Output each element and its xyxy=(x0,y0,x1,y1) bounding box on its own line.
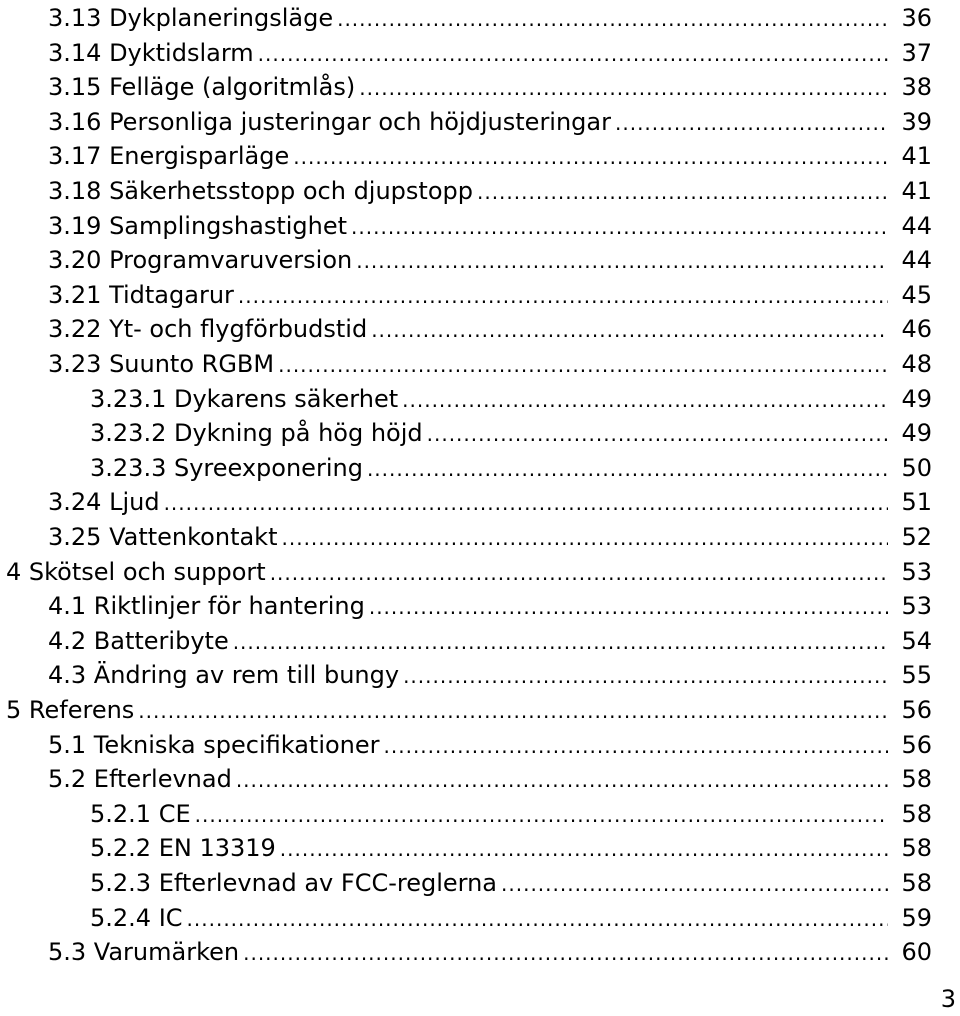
toc-entry[interactable] xyxy=(90,831,932,865)
toc-entry-title: 3.23.2 Dykning på hög höjd xyxy=(90,419,423,448)
toc-entry-title: 4.2 Batteribyte xyxy=(48,626,229,655)
toc-dot-leader xyxy=(243,936,888,970)
toc-entry-title: 3.20 Programvaruversion xyxy=(48,246,353,275)
toc-entry-title: 5.1 Tekniska specifikationer xyxy=(48,730,380,759)
toc-entry-page: 58 xyxy=(901,869,932,897)
toc-entry-page: 36 xyxy=(901,4,932,32)
toc-entry-page: 56 xyxy=(901,696,932,724)
toc-dot-leader xyxy=(270,556,888,590)
toc-dot-leader xyxy=(164,486,888,520)
toc-entry[interactable] xyxy=(6,555,932,589)
toc-entry-page: 45 xyxy=(901,280,932,309)
toc-entry-title: 4.3 Ändring av rem till bungy xyxy=(48,661,400,690)
toc-entry-page: 48 xyxy=(901,350,932,378)
toc-dot-leader xyxy=(187,902,888,936)
toc-entry-page: 44 xyxy=(901,211,932,240)
toc-entry[interactable] xyxy=(48,485,932,519)
toc-entry[interactable] xyxy=(48,658,932,692)
toc-dot-leader xyxy=(384,729,888,763)
toc-entry[interactable] xyxy=(48,762,932,796)
toc-entry-title: 5.2.3 Efterlevnad av FCC-reglerna xyxy=(90,869,498,897)
toc-entry[interactable] xyxy=(90,901,932,935)
toc-entry-page: 55 xyxy=(901,661,932,690)
toc-entry[interactable] xyxy=(48,312,932,346)
toc-entry-title: 5.2.2 EN 13319 xyxy=(90,834,276,863)
toc-entry-title: 3.25 Vattenkontakt xyxy=(48,523,278,551)
toc-entry[interactable] xyxy=(90,797,932,831)
toc-entry[interactable] xyxy=(90,416,932,450)
toc-entry[interactable] xyxy=(48,105,932,139)
toc-entry-title: 5.2.4 IC xyxy=(90,903,183,932)
toc-dot-leader xyxy=(280,832,888,866)
toc-entry[interactable] xyxy=(48,520,932,554)
toc-entry-title: 3.19 Samplingshastighet xyxy=(48,211,348,240)
toc-entry[interactable] xyxy=(90,382,932,416)
toc-entry-title: 3.23 Suunto RGBM xyxy=(48,350,275,378)
toc-entry-title: 5 Referens xyxy=(6,696,135,724)
toc-dot-leader xyxy=(371,313,888,347)
toc-entry-page: 39 xyxy=(901,107,932,136)
toc-dot-leader xyxy=(477,175,888,209)
toc-entry-page: 49 xyxy=(901,384,932,413)
toc-dot-leader xyxy=(402,383,888,417)
toc-entry[interactable] xyxy=(48,935,932,969)
toc-dot-leader xyxy=(501,867,888,901)
toc-entry[interactable] xyxy=(48,347,932,381)
toc-entry[interactable] xyxy=(48,70,932,104)
toc-entry[interactable] xyxy=(48,174,932,208)
toc-entry-page: 38 xyxy=(901,73,932,102)
toc-dot-leader xyxy=(236,763,888,797)
toc-entry-title: 3.17 Energisparläge xyxy=(48,142,290,171)
toc-entry[interactable] xyxy=(48,36,932,70)
toc-dot-leader xyxy=(403,659,888,693)
toc-entry-title: 3.23.3 Syreexponering xyxy=(90,453,363,482)
toc-dot-leader xyxy=(356,244,888,278)
toc-dot-leader xyxy=(138,694,888,728)
toc-entry-page: 51 xyxy=(901,488,932,517)
toc-entry[interactable] xyxy=(48,243,932,277)
toc-entry[interactable] xyxy=(48,589,932,623)
toc-entry[interactable] xyxy=(48,728,932,762)
toc-entry-title: 4.1 Riktlinjer för hantering xyxy=(48,592,365,621)
toc-entry-title: 5.3 Varumärken xyxy=(48,938,240,967)
toc-entry-title: 5.2.1 CE xyxy=(90,799,191,828)
toc-entry-page: 41 xyxy=(901,142,932,171)
toc-entry[interactable] xyxy=(90,451,932,485)
toc-entry-page: 53 xyxy=(901,557,932,586)
toc-entry-title: 3.15 Felläge (algoritmlås) xyxy=(48,73,356,102)
toc-dot-leader xyxy=(278,348,888,382)
toc-entry[interactable] xyxy=(48,624,932,658)
toc-dot-leader xyxy=(369,590,888,624)
toc-entry[interactable] xyxy=(90,866,932,900)
toc-entry-title: 5.2 Efterlevnad xyxy=(48,765,232,794)
toc-dot-leader xyxy=(238,279,888,313)
toc-entry[interactable] xyxy=(48,139,932,173)
toc-entry-title: 3.23.1 Dykarens säkerhet xyxy=(90,384,399,413)
toc-entry-page: 46 xyxy=(901,315,932,344)
toc-dot-leader xyxy=(195,798,888,832)
toc-entry-title: 3.18 Säkerhetsstopp och djupstopp xyxy=(48,177,473,205)
toc-entry-page: 54 xyxy=(901,626,932,655)
toc-entry-title: 3.13 Dykplaneringsläge xyxy=(48,4,334,32)
toc-entry-page: 52 xyxy=(901,523,932,551)
toc-dot-leader xyxy=(282,521,889,555)
toc-entry-page: 50 xyxy=(901,453,932,482)
toc-dot-leader xyxy=(233,625,888,659)
toc-entry-page: 41 xyxy=(901,177,932,205)
toc-entry-page: 53 xyxy=(901,592,932,621)
toc-dot-leader xyxy=(427,417,888,451)
toc-entry-title: 3.16 Personliga justeringar och höjdjusteringar xyxy=(48,107,611,136)
toc-dot-leader xyxy=(351,210,888,244)
toc-dot-leader xyxy=(258,37,888,71)
toc-entry-page: 37 xyxy=(901,38,932,67)
toc-dot-leader xyxy=(615,106,888,140)
toc-entry[interactable] xyxy=(48,278,932,312)
toc-entry-page: 44 xyxy=(901,246,932,275)
toc-entry[interactable] xyxy=(6,693,932,727)
toc-entry[interactable] xyxy=(48,209,932,243)
toc-entry-title: 3.21 Tidtagarur xyxy=(48,280,234,309)
page-number: 3 xyxy=(940,985,956,1013)
toc-dot-leader xyxy=(367,452,888,486)
toc-entry[interactable] xyxy=(48,1,932,35)
toc-entry-page: 56 xyxy=(901,730,932,759)
toc-dot-leader xyxy=(337,2,888,36)
toc-entry-page: 58 xyxy=(901,799,932,828)
toc-entry-page: 58 xyxy=(901,834,932,863)
toc-entry-title: 3.22 Yt- och flygförbudstid xyxy=(48,315,368,344)
toc-entry-title: 3.24 Ljud xyxy=(48,488,160,517)
toc-dot-leader xyxy=(293,140,888,174)
toc-dot-leader xyxy=(359,71,888,105)
toc-entry-page: 58 xyxy=(901,765,932,794)
toc-entry-title: 3.14 Dyktidslarm xyxy=(48,38,254,67)
toc-entry-page: 60 xyxy=(901,938,932,967)
toc-entry-title: 4 Skötsel och support xyxy=(6,557,266,586)
toc-entry-page: 49 xyxy=(901,419,932,448)
toc-entry-page: 59 xyxy=(901,903,932,932)
